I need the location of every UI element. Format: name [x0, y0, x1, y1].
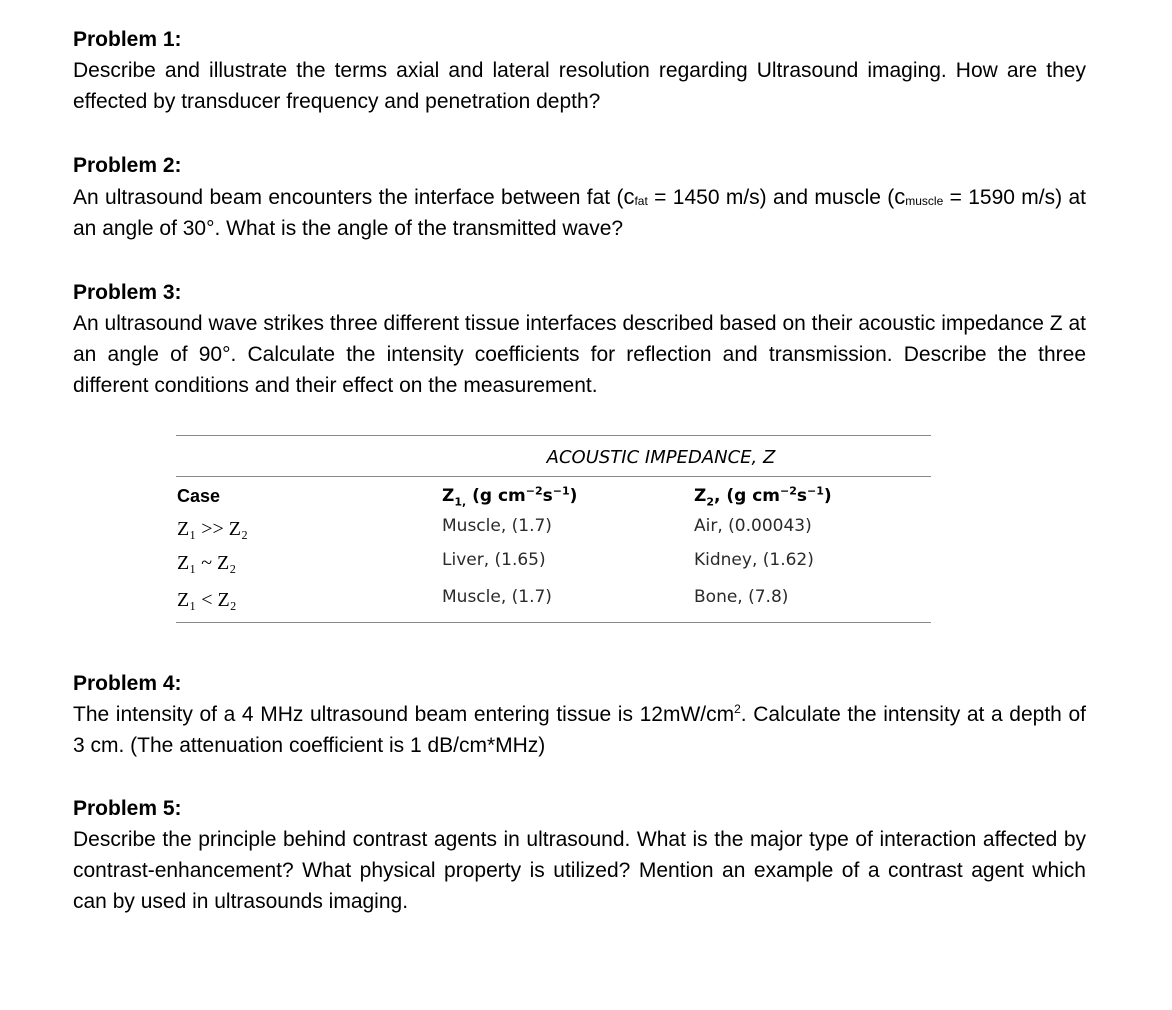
- z2-cell: Bone, (7.8): [694, 587, 789, 607]
- z2-exponent-2: −1: [807, 484, 824, 498]
- z1-cell: Liver, (1.65): [442, 550, 546, 570]
- table-heading: ACOUSTIC IMPEDANCE, Z: [546, 447, 776, 468]
- z1-units-mid: s: [542, 486, 553, 506]
- column-header-z2: [694, 485, 832, 507]
- problem-2-text-part2: = 1450 m/s) and muscle (: [647, 186, 895, 209]
- problem-5-text: Describe the principle behind contrast agents in ultrasound. What is the major type of interaction affected by contrast-enhancement? What physical property is utilized? Mention an example of a contrast agent which can by used in ultrasounds imaging.: [73, 828, 1086, 913]
- problem-2-text-part3: = 1590 m/s) at an angle of 30°. What is the angle of the transmitted wave?: [73, 186, 1086, 240]
- fat-subscript: fat: [634, 194, 648, 208]
- z2-symbol: Z: [694, 486, 707, 506]
- z1-exponent-2: −1: [552, 484, 570, 498]
- problem-4: [73, 668, 1086, 761]
- z2-cell: Kidney, (1.62): [694, 550, 814, 570]
- z1-symbol: Z: [442, 486, 455, 506]
- problem-3-title: Problem 3:: [73, 281, 182, 304]
- muscle-subscript: muscle: [905, 194, 944, 208]
- z1-cell: Muscle, (1.7): [442, 516, 552, 536]
- table-row: [176, 586, 931, 620]
- problem-4-superscript: 2: [734, 702, 741, 716]
- z1-exponent-1: −2: [525, 484, 543, 498]
- problem-4-text: [73, 699, 1086, 761]
- table-bottom-rule: [176, 622, 931, 623]
- z2-cell: Air, (0.00043): [694, 516, 812, 536]
- problem-1-title: Problem 1:: [73, 28, 182, 51]
- problem-1: [73, 24, 1086, 117]
- problem-5-title: Problem 5:: [73, 797, 182, 820]
- table-header-rule: [176, 476, 931, 477]
- problem-4-title: Problem 4:: [73, 672, 182, 695]
- case-cell: Z₁ ~ Z₂: [177, 552, 237, 574]
- problem-2: [73, 150, 1086, 244]
- column-header-z1: [442, 485, 577, 507]
- z2-exponent-1: −2: [780, 484, 797, 498]
- z2-units-pre: , (g cm: [713, 486, 781, 506]
- z1-units-post: ): [569, 486, 578, 506]
- z1-subscript: 1,: [454, 495, 467, 509]
- case-cell: Z₁ >> Z₂: [177, 518, 248, 540]
- table-row: [176, 549, 931, 583]
- column-header-case: Case: [177, 486, 221, 506]
- problem-4-text-part2: . Calculate the intensity at a depth of 3 cm. (The attenuation coefficient is 1 dB/cm*MHz): [73, 703, 1086, 757]
- problem-3-text: An ultrasound wave strikes three different tissue interfaces described based on their acoustic impedance Z at an angle of 90°. Calculate the intensity coefficients for reflection and transmission. Describe the three different conditions and their effect on the measurement.: [73, 312, 1086, 397]
- z1-units-pre: (g cm: [466, 486, 526, 506]
- table-top-rule: [176, 435, 931, 436]
- case-cell: Z₁ < Z₂: [177, 589, 237, 611]
- problem-1-text: Describe and illustrate the terms axial and lateral resolution regarding Ultrasound imaging. How are they effected by transducer frequency and penetration depth?: [73, 59, 1086, 113]
- table-row: [176, 515, 931, 549]
- problem-2-text-part1: An ultrasound beam encounters the interface between fat (: [73, 186, 624, 209]
- problem-4-text-part1: The intensity of a 4 MHz ultrasound beam entering tissue is 12mW/cm: [73, 703, 735, 726]
- fat-speed-symbol: c: [623, 184, 635, 209]
- z2-units-mid: s: [796, 486, 808, 506]
- problem-2-title: Problem 2:: [73, 154, 182, 177]
- z2-subscript: 2: [706, 495, 714, 509]
- z1-cell: Muscle, (1.7): [442, 587, 552, 607]
- problem-3: [73, 277, 1086, 401]
- muscle-speed-symbol: c: [894, 184, 906, 209]
- problem-5: [73, 793, 1086, 917]
- z2-units-post: ): [823, 486, 832, 506]
- acoustic-impedance-table: [176, 435, 931, 625]
- problem-2-text: [73, 181, 1086, 244]
